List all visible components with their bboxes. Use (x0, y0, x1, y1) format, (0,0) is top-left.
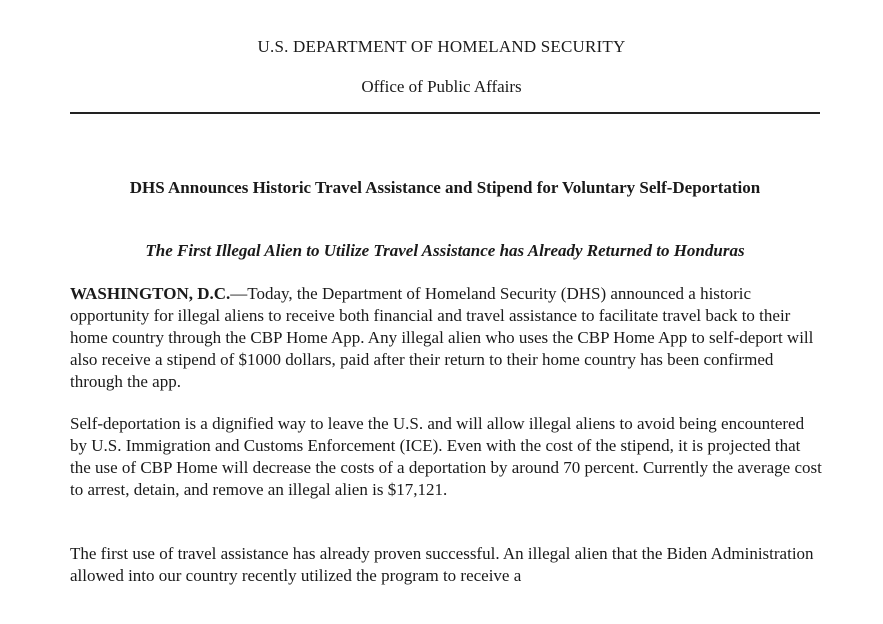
body-paragraph-2: Self-deportation is a dignified way to leave the U.S. and will allow illegal aliens to avoid being encountered by U.S. Immigration and Customs Enforcement (ICE). Even with the cost of the stipend, it is projected that the use of CBP Home will decrease the costs of a deportation by around 70 percent. Currently the average cost to arrest, detain, and remove an illegal alien is $17,121. (70, 414, 822, 499)
office-name: Office of Public Affairs (361, 77, 522, 96)
press-release-headline: DHS Announces Historic Travel Assistance and Stipend for Voluntary Self-Deportation (129, 178, 761, 197)
header-divider (70, 112, 820, 114)
agency-name: U.S. DEPARTMENT OF HOMELAND SECURITY (257, 37, 626, 56)
body-paragraph-3: The first use of travel assistance has already proven successful. An illegal alien that the Biden Administration allowed into our country recently utilized the program to receive a (70, 544, 814, 585)
press-release-subheadline: The First Illegal Alien to Utilize Travel Assistance has Already Returned to Honduras (145, 241, 745, 260)
dateline: WASHINGTON, D.C. (70, 284, 231, 303)
body-paragraph-1 (70, 283, 822, 393)
paragraph-1-text: —Today, the Department of Homeland Security (DHS) announced a historic opportunity for illegal aliens to receive both financial and travel assistance to facilitate travel back to their home country through the CBP Home App. Any illegal alien who uses the CBP Home App to self-deport will also receive a stipend of $1000 dollars, paid after their return to their home country has been confirmed through the app. (70, 284, 814, 391)
